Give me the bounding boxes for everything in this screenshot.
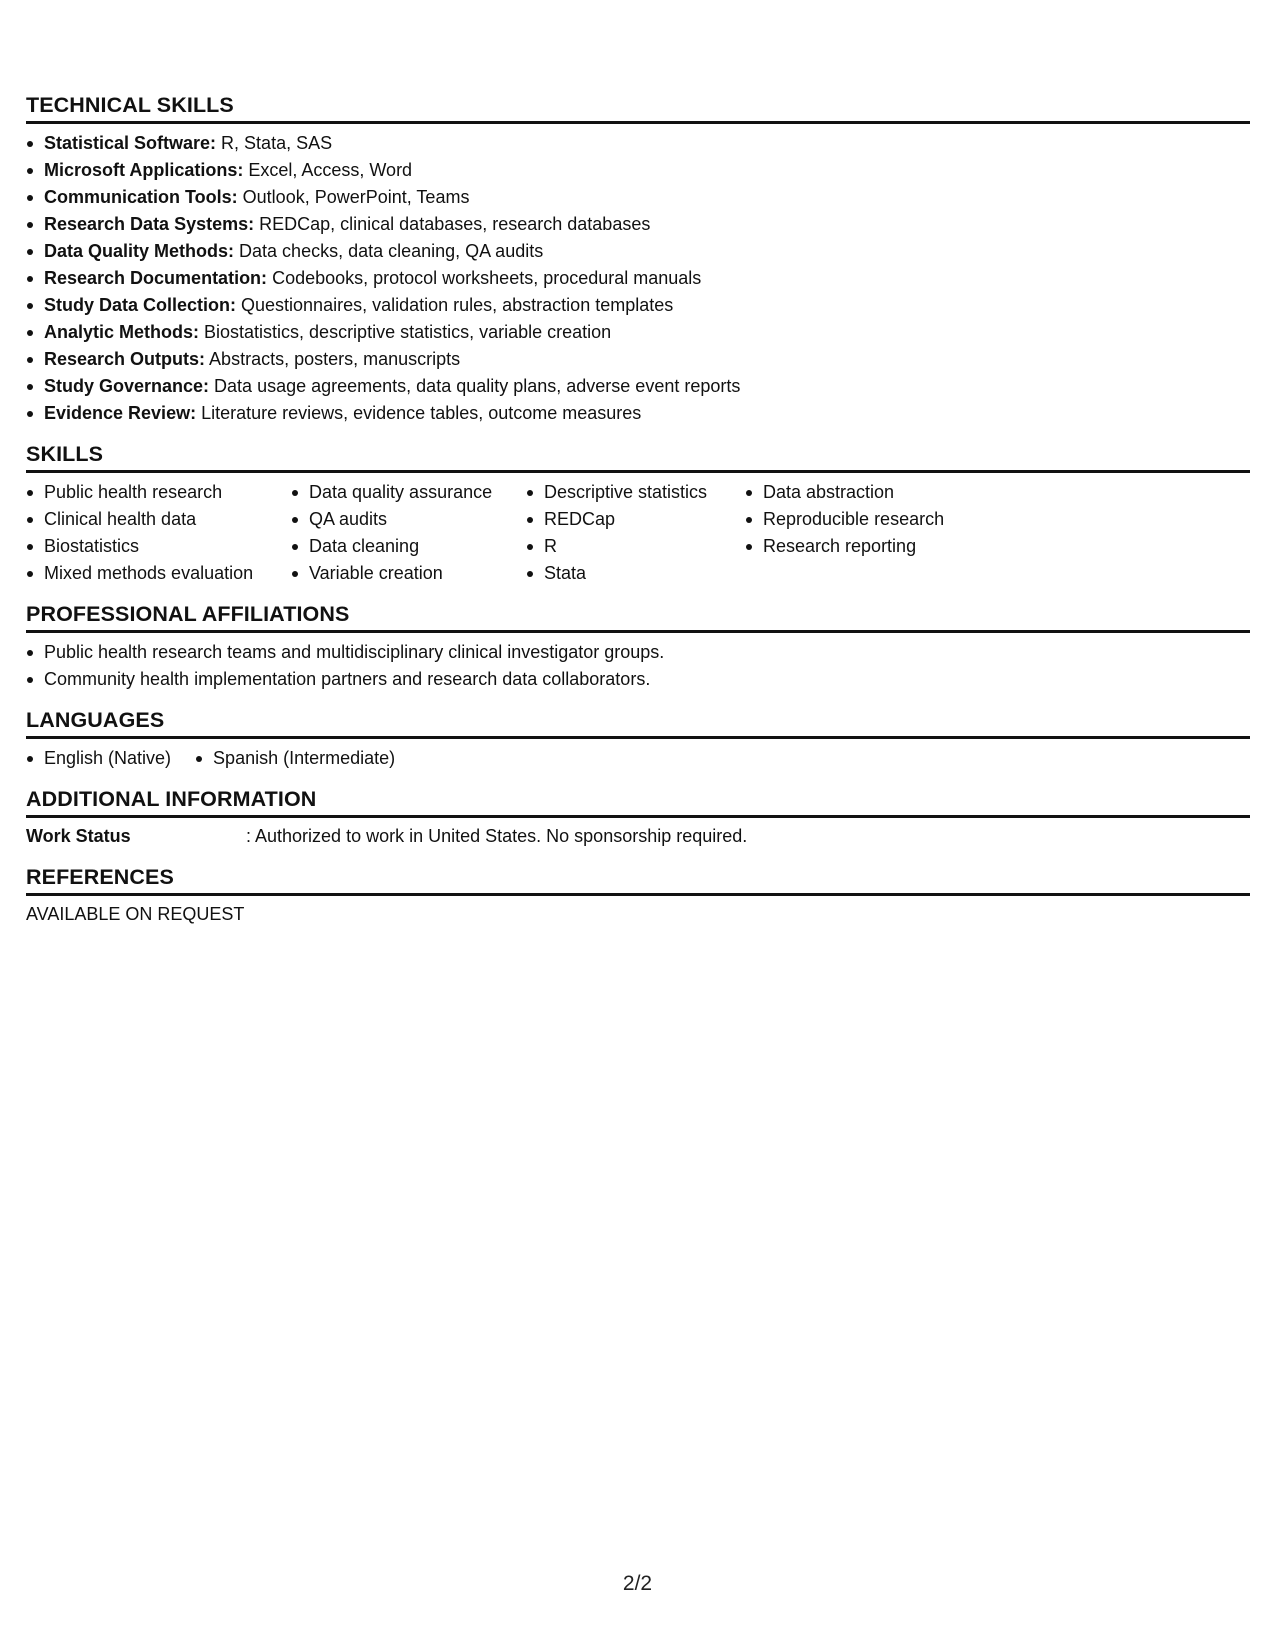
list-item: Reproducible research xyxy=(745,506,1005,533)
list-item: Stata xyxy=(526,560,745,587)
skills-section xyxy=(26,441,1250,587)
list-item-label: Research Data Systems: xyxy=(44,214,255,234)
list-item-text: Excel, Access, Word xyxy=(243,160,413,180)
list-item-label: Study Governance: xyxy=(44,376,210,396)
page-number: 2/2 xyxy=(622,1572,653,1595)
work-status-row xyxy=(26,823,1250,850)
list-item-text: Outlook, PowerPoint, Teams xyxy=(237,187,470,207)
list-item xyxy=(26,157,1250,184)
section-title-languages: LANGUAGES xyxy=(26,707,1250,739)
list-item-text: Data usage agreements, data quality plans, adverse event reports xyxy=(209,376,741,396)
skills-column xyxy=(26,479,291,587)
list-item xyxy=(26,292,1250,319)
list-item: Data abstraction xyxy=(745,479,1005,506)
section-title-references: REFERENCES xyxy=(26,864,1250,896)
list-item-text: Codebooks, protocol worksheets, procedural manuals xyxy=(267,268,702,288)
list-item-label: Research Documentation: xyxy=(44,268,268,288)
resume-page xyxy=(26,92,1250,942)
skills-column xyxy=(291,479,526,587)
section-title-skills: SKILLS xyxy=(26,441,1250,473)
list-item: English (Native) xyxy=(26,745,171,772)
list-item-label: Research Outputs: xyxy=(44,349,206,369)
list-item xyxy=(26,238,1250,265)
list-item xyxy=(26,184,1250,211)
section-title-additional-info: ADDITIONAL INFORMATION xyxy=(26,786,1250,818)
affiliations-list xyxy=(26,639,1250,693)
list-item: Descriptive statistics xyxy=(526,479,745,506)
list-item-text: Biostatistics, descriptive statistics, variable creation xyxy=(199,322,612,342)
list-item-text: REDCap, clinical databases, research databases xyxy=(254,214,651,234)
list-item-label: Analytic Methods: xyxy=(44,322,200,342)
list-item: Mixed methods evaluation xyxy=(26,560,291,587)
list-item: Public health research teams and multidisciplinary clinical investigator groups. xyxy=(26,639,1250,666)
list-item xyxy=(26,373,1250,400)
list-item-text: Questionnaires, validation rules, abstraction templates xyxy=(236,295,674,315)
list-item-text: R, Stata, SAS xyxy=(216,133,333,153)
list-item xyxy=(26,130,1250,157)
affiliations-section xyxy=(26,601,1250,693)
work-status-value: : Authorized to work in United States. No sponsorship required. xyxy=(246,826,748,846)
list-item xyxy=(26,346,1250,373)
list-item-text: Literature reviews, evidence tables, outcome measures xyxy=(196,403,642,423)
list-item: Biostatistics xyxy=(26,533,291,560)
list-item-text: Abstracts, posters, manuscripts xyxy=(205,349,461,369)
list-item: REDCap xyxy=(526,506,745,533)
list-item: Variable creation xyxy=(291,560,526,587)
references-text: AVAILABLE ON REQUEST xyxy=(26,904,245,924)
list-item-label: Communication Tools: xyxy=(44,187,238,207)
list-item xyxy=(26,400,1250,427)
list-item-text: Data checks, data cleaning, QA audits xyxy=(234,241,544,261)
list-item: R xyxy=(526,533,745,560)
list-item xyxy=(26,265,1250,292)
list-item xyxy=(26,319,1250,346)
languages-section xyxy=(26,707,1250,772)
list-item: Data cleaning xyxy=(291,533,526,560)
section-title-technical-skills: TECHNICAL SKILLS xyxy=(26,92,1250,124)
languages-list xyxy=(26,745,1250,772)
list-item: QA audits xyxy=(291,506,526,533)
list-item-label: Statistical Software: xyxy=(44,133,217,153)
list-item: Data quality assurance xyxy=(291,479,526,506)
section-title-affiliations: PROFESSIONAL AFFILIATIONS xyxy=(26,601,1250,633)
list-item-label: Data Quality Methods: xyxy=(44,241,235,261)
list-item: Community health implementation partners and research data collaborators. xyxy=(26,666,1250,693)
list-item: Spanish (Intermediate) xyxy=(195,745,395,772)
list-item-label: Evidence Review: xyxy=(44,403,197,423)
skills-column xyxy=(526,479,745,587)
list-item xyxy=(26,211,1250,238)
technical-skills-list xyxy=(26,130,1250,427)
technical-skills-section xyxy=(26,92,1250,427)
list-item: Research reporting xyxy=(745,533,1005,560)
references-section xyxy=(26,864,1250,928)
additional-info-section xyxy=(26,786,1250,850)
list-item-label: Microsoft Applications: xyxy=(44,160,244,180)
list-item: Clinical health data xyxy=(26,506,291,533)
list-item-label: Study Data Collection: xyxy=(44,295,237,315)
skills-column xyxy=(745,479,1005,587)
work-status-label: Work Status xyxy=(26,826,131,846)
list-item: Public health research xyxy=(26,479,291,506)
skills-grid xyxy=(26,479,1250,587)
